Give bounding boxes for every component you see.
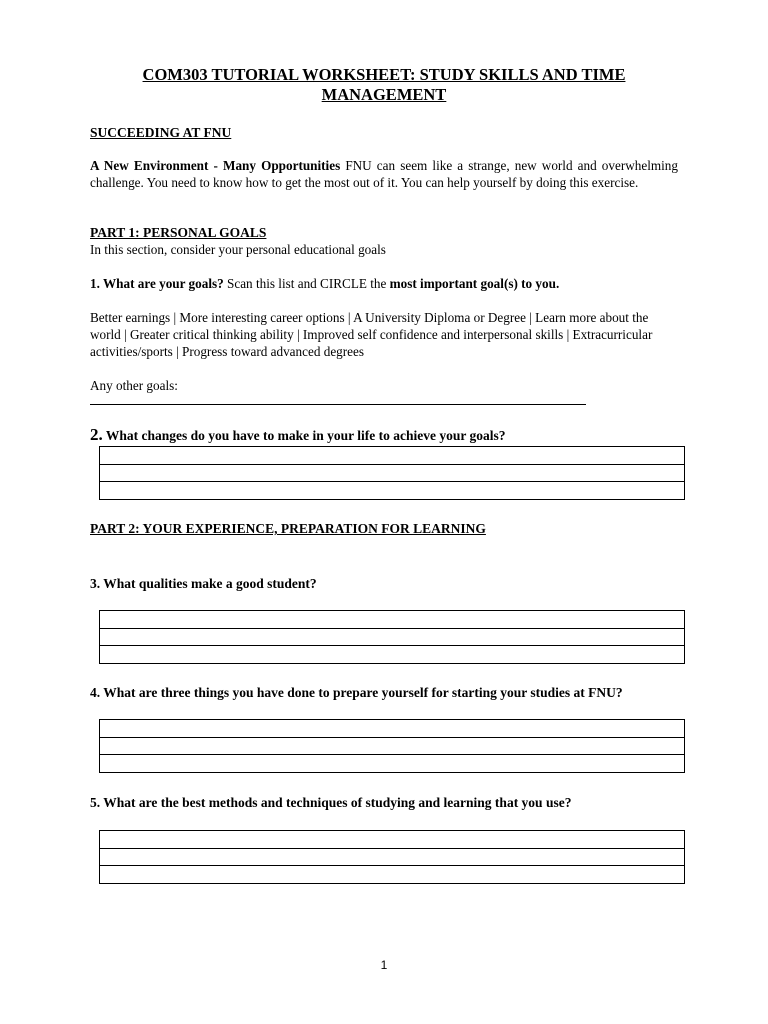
page-number: 1	[380, 958, 388, 972]
intro-paragraph	[90, 157, 678, 191]
answer-cell[interactable]	[100, 482, 685, 500]
answer-cell[interactable]	[100, 646, 685, 664]
q5-question: 5. What are the best methods and techniques of studying and learning that you use?	[90, 795, 572, 810]
title-line-2: MANAGEMENT	[321, 85, 447, 104]
part2-heading: PART 2: YOUR EXPERIENCE, PREPARATION FOR LEARNING	[90, 521, 486, 536]
answer-cell[interactable]	[100, 611, 685, 629]
answer-cell[interactable]	[100, 628, 685, 646]
succeeding-heading: SUCCEEDING AT FNU	[90, 125, 232, 140]
q1-instruction: Scan this list and CIRCLE the	[223, 276, 390, 291]
q3-question: 3. What qualities make a good student?	[90, 576, 317, 591]
answer-cell[interactable]	[100, 866, 685, 884]
q2-number: 2.	[90, 425, 103, 444]
table-row	[100, 866, 685, 884]
answer-cell[interactable]	[100, 848, 685, 866]
table-row	[100, 755, 685, 773]
q1-question: 1. What are your goals?	[90, 276, 224, 291]
answer-cell[interactable]	[100, 737, 685, 755]
title-line-1: COM303 TUTORIAL WORKSHEET: STUDY SKILLS AND TIME	[142, 65, 626, 84]
intro-text: FNU can seem like a strange, new world and overwhelming challenge. You need to know how to get the most out of it. You can help yourself by doing this exercise.	[90, 158, 678, 190]
table-row	[100, 848, 685, 866]
q4-answer-table	[99, 719, 685, 773]
table-row	[100, 611, 685, 629]
table-row	[100, 737, 685, 755]
answer-cell[interactable]	[100, 720, 685, 738]
answer-cell[interactable]	[100, 447, 685, 465]
q1-emphasis: most important goal(s) to you.	[389, 276, 560, 291]
answer-cell[interactable]	[100, 831, 685, 849]
table-row	[100, 628, 685, 646]
table-row	[100, 447, 685, 465]
answer-cell[interactable]	[100, 755, 685, 773]
intro-lead: A New Environment - Many Opportunities	[90, 158, 341, 173]
table-row	[100, 831, 685, 849]
q3-answer-table	[99, 610, 685, 664]
answer-cell[interactable]	[100, 464, 685, 482]
q5-answer-table	[99, 830, 685, 884]
other-goals-label: Any other goals:	[90, 378, 178, 393]
table-row	[100, 720, 685, 738]
q1-prompt	[90, 275, 678, 292]
table-row	[100, 646, 685, 664]
q4-question: 4. What are three things you have done to prepare yourself for starting your studies at FNU?	[90, 685, 623, 700]
page-title	[90, 65, 678, 105]
q2-question: What changes do you have to make in your life to achieve your goals?	[102, 428, 506, 443]
table-row	[100, 464, 685, 482]
q2-answer-table	[99, 446, 685, 500]
q1-options: Better earnings | More interesting career options | A University Diploma or Degree | Learn more about the world | Greater critical thinking ability | Improved self confidence and interpersonal skills | Extracurricular activities/sports | Progress toward advanced degrees	[90, 310, 653, 359]
q2-prompt	[90, 426, 678, 444]
table-row	[100, 482, 685, 500]
part1-heading: PART 1: PERSONAL GOALS	[90, 225, 267, 240]
part1-subtext: In this section, consider your personal educational goals	[90, 242, 386, 257]
other-goals-line[interactable]	[90, 404, 586, 405]
